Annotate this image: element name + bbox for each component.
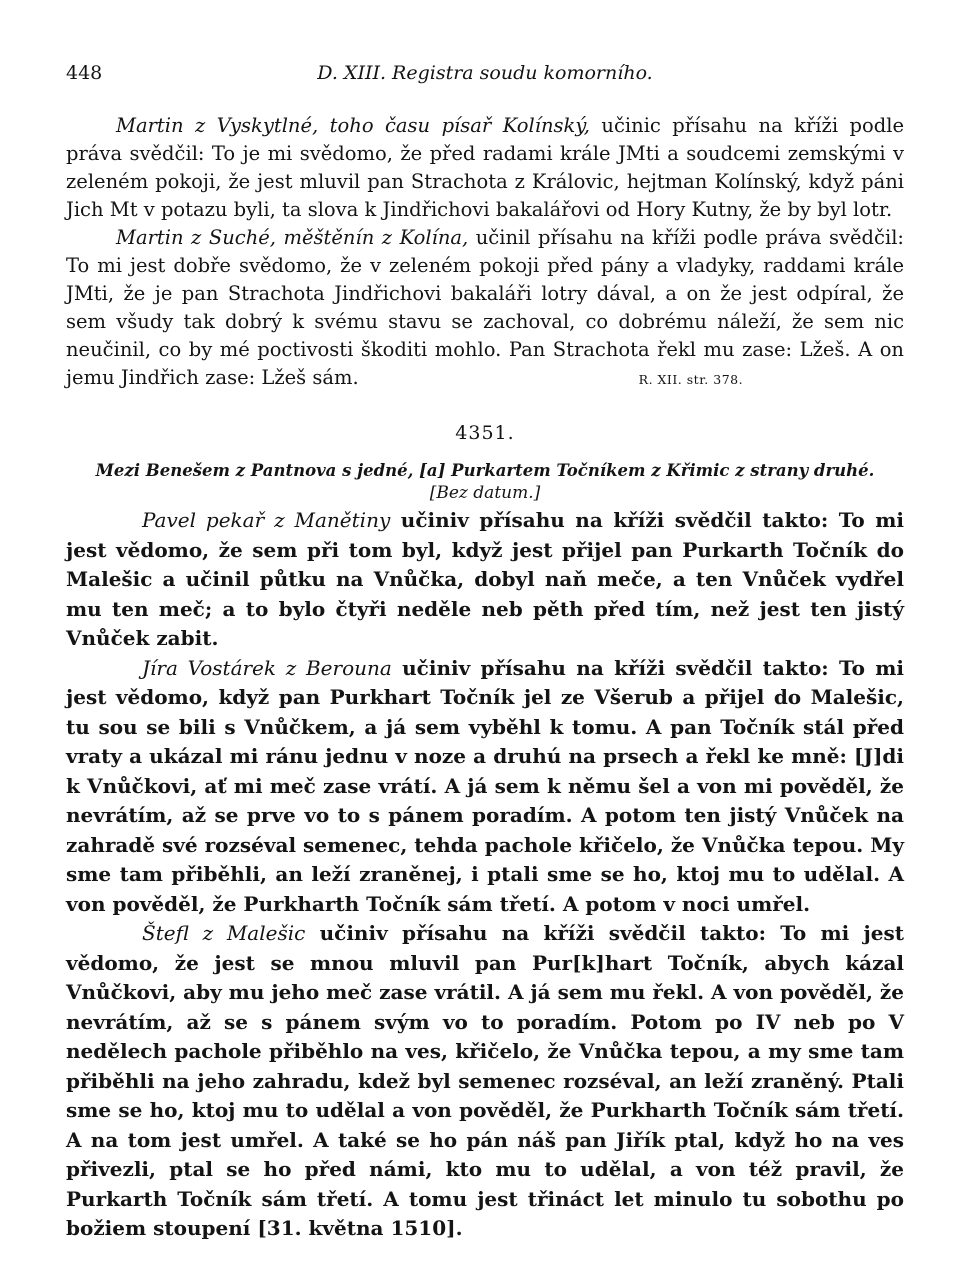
document-date: [Bez datum.] (429, 483, 541, 503)
running-header (66, 62, 904, 92)
testimony-text: učiniv přísahu na kříži svědčil takto: To mi jest vědomo, že sem při tom byl, když jest přijel pan Purkarth Točník do Malešic a učinil půtku na Vnůčka, dobyl naň meče, a ten Vnůček vydřel mu ten meč; a to bylo čtyři neděle neb pěth před tím, než jest ten jistý Vnůček zabit. (66, 508, 904, 650)
page-number: 448 (66, 62, 103, 84)
paragraph-testimony-jira-vostarek (66, 654, 904, 920)
paragraph-testimony-stefl (66, 919, 904, 1244)
source-reference: R. XII. str. 378. (638, 372, 744, 387)
witness-name: Martin z Vyskytlné, toho času písař Kolínský, (116, 114, 590, 137)
witness-name: Martin z Suché, měštěnín z Kolína, (116, 226, 469, 249)
document-heading: Mezi Benešem z Pantnova s jedné, [a] Purkartem Točníkem z Křimic z strany druhé. (95, 461, 875, 480)
document-page (66, 62, 904, 1244)
paragraph-testimony-martin-suche (66, 224, 904, 394)
testimony-text: učinic přísahu na kříži podle práva svědčil: To je mi svědomo, že před radami krále JMti a soudcemi zemskými v zeleném pokoji, že jest mluvil pan Strachota z Královic, hejtman Kolínský, když páni Jich Mt v potazu byli, ta slova k Jindřichovi bakalářovi od Hory Kutny, že by byl lotr. (66, 114, 904, 221)
section-document-4351 (66, 506, 904, 1244)
running-title: D. XIII. Registra soudu komorního. (317, 62, 653, 84)
testimony-text: učiniv přísahu na kříži svědčil takto: To mi jest vědomo, když pan Purkhart Točník jel ze Všerub a přijel do Malešic, tu sou se bili s Vnůčkem, a já sem vyběhl k tomu. A pan Točník stál před vraty a ukázal mi ránu jednu v noze a druhú na prsech a řekl ke mně: [J]di k Vnůčkovi, ať mi meč zase vrátí. A já sem k němu šel a von mi pověděl, že nevrátím, až se prve vo to s pánem poradím. A potom ten jistý Vnůček na zahradě své rozséval semenec, tehda pachole křičelo, že Vnůčka tepou. My sme tam přiběhli, an leží zraněnej, i ptali sme se ho, ktoj mu to udělal. A von pověděl, že Purkharth Točník sám třetí. A potom v noci umřel. (66, 655, 905, 916)
witness-name: Pavel pekař z Manětiny (142, 508, 391, 532)
paragraph-testimony-pavel-pekar (66, 506, 904, 654)
document-number: 4351. (455, 422, 515, 444)
witness-name: Jíra Vostárek z Berouna (142, 655, 392, 680)
paragraph-testimony-martin-vyskytlne (66, 112, 904, 224)
witness-name: Štefl z Malešic (142, 921, 306, 945)
testimony-text: učinil přísahu na kříži podle práva svědčil: To mi jest dobře svědomo, že v zeleném pokoji před pány a vladyky, raddami krále JMti, že je pan Strachota Jindřichovi bakaláři lotry dával, a on že jest odpíral, že sem všudy tak dobrý k svému stavu se zachoval, co dobrému náleží, že sem nic neučinil, co by mé poctivosti škoditi mohlo. Pan Strachota řekl mu zase: Lžeš. A on jemu Jindřich zase: Lžeš sám. (66, 226, 904, 389)
testimony-text: učiniv přísahu na kříži svědčil takto: To mi jest vědomo, že jest se mnou mluvil pan Pur[k]hart Točník, abych kázal Vnůčkovi, aby mu jeho meč zase vrátil. A já sem mu řekl. A von pověděl, že nevrátím, až se s pánem svým vo to poradím. Potom po IV neb po V nedělech pachole přiběhlo na ves, křičelo, že Vnůčka tepou, a my sme tam přiběhli na jeho zahradu, kdež byl semenec rozséval, an leží zraněný. Ptali sme se ho, ktoj mu to udělal a von pověděl, že Purkharth Točník sám třetí. A na tom jest umřel. A také se ho pán náš pan Jiřík ptal, když ho na ves přivezli, ptal se ho před námi, kto mu to udělal, a von též pravil, že Purkarth Točník sám třetí. A tomu jest třináct let minulo tu sobothu po božiem stoupení [31. května 1510]. (66, 921, 905, 1240)
section-previous-record (66, 112, 904, 394)
